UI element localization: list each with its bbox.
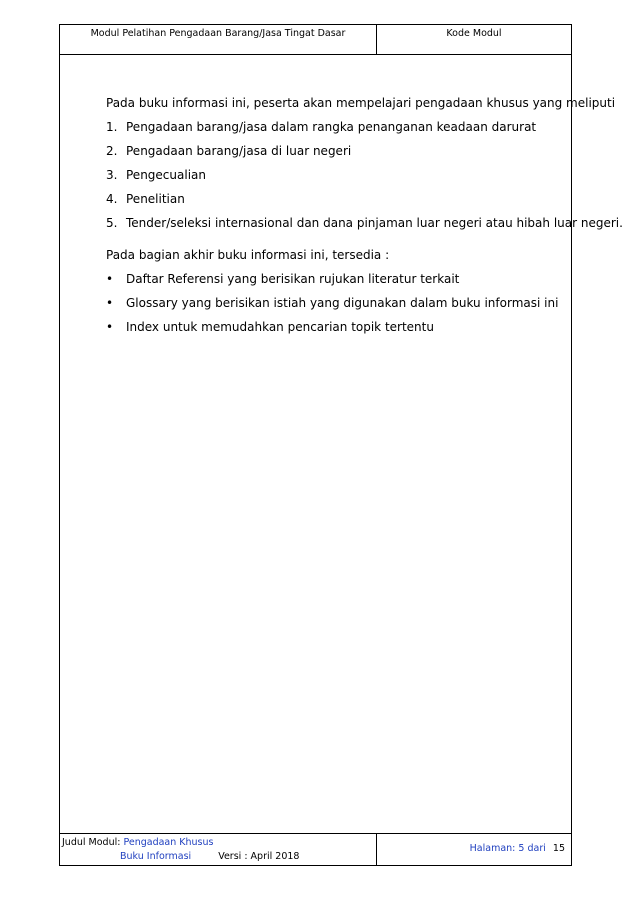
list-number: 1.	[106, 120, 118, 134]
module-code-label: Kode Modul	[446, 28, 502, 39]
list-item	[106, 119, 566, 135]
bullet-text: Index untuk memudahkan pencarian topik tertentu	[126, 320, 434, 334]
list-number: 5.	[106, 216, 118, 230]
bullet-list	[106, 271, 566, 335]
bullet-icon: •	[106, 272, 114, 286]
page-header	[60, 25, 571, 55]
list-number: 3.	[106, 168, 118, 182]
footer-page-info	[377, 834, 571, 865]
list-number: 2.	[106, 144, 118, 158]
list-item-text: Penelitian	[126, 192, 185, 206]
page-total: 15	[552, 843, 565, 854]
page-label: Halaman: 5 dari	[469, 843, 546, 854]
list-item-text: Tender/seleksi internasional dan dana pinjaman luar negeri atau hibah luar negeri.	[126, 216, 623, 230]
list-item	[106, 215, 623, 231]
list-number: 4.	[106, 192, 118, 206]
module-title: Modul Pelatihan Pengadaan Barang/Jasa Tingat Dasar	[60, 25, 377, 54]
page-content	[106, 95, 623, 335]
judul-value: Pengadaan Khusus	[123, 837, 214, 848]
section-paragraph: Pada bagian akhir buku informasi ini, tersedia :	[106, 248, 390, 262]
list-item	[106, 191, 566, 207]
list-item-text: Pengadaan barang/jasa dalam rangka penanganan keadaan darurat	[126, 120, 537, 134]
bullet-text: Daftar Referensi yang berisikan rujukan literatur terkait	[126, 272, 460, 286]
page-footer	[60, 833, 571, 865]
bullet-icon: •	[106, 296, 114, 310]
bullet-item	[106, 295, 566, 311]
footer-module-info	[60, 834, 377, 865]
sub-title: Buku Informasi	[120, 851, 192, 862]
list-item-text: Pengadaan barang/jasa di luar negeri	[126, 144, 352, 158]
bullet-item	[106, 271, 566, 287]
bullet-item	[106, 319, 566, 335]
list-item	[106, 167, 566, 183]
intro-paragraph: Pada buku informasi ini, peserta akan mempelajari pengadaan khusus yang meliputi	[106, 96, 616, 110]
bullet-text: Glossary yang berisikan istiah yang digunakan dalam buku informasi ini	[126, 296, 559, 310]
judul-label: Judul Modul:	[62, 837, 121, 848]
numbered-list	[106, 119, 623, 231]
list-item-text: Pengecualian	[126, 168, 206, 182]
page-frame	[59, 24, 623, 866]
list-item	[106, 143, 566, 159]
version-text: Versi : April 2018	[218, 851, 300, 862]
bullet-icon: •	[106, 320, 114, 334]
